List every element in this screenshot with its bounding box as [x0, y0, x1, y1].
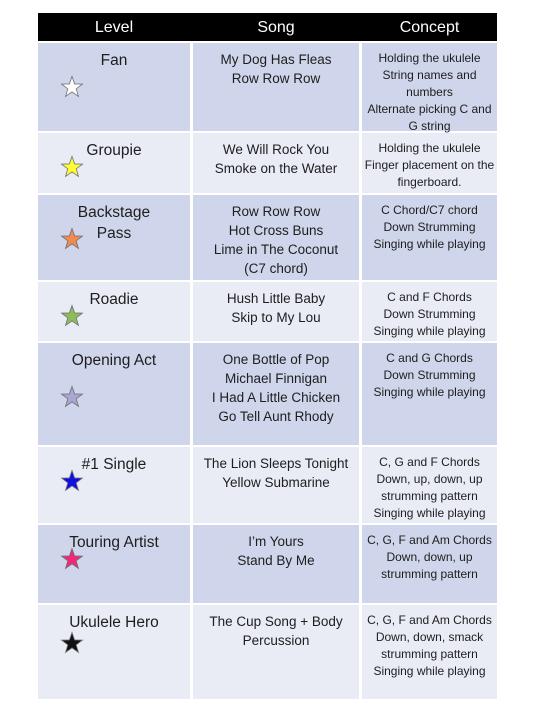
song-cell: Row Row Row Hot Cross Buns Lime in The Coconut (C7 chord): [213, 204, 339, 276]
table-header-row: [38, 13, 497, 43]
table-row: [38, 195, 497, 282]
level-cell: [38, 282, 190, 341]
table-row: [38, 133, 497, 195]
table-body: [38, 43, 497, 701]
table-row: [38, 525, 497, 605]
concept-cell: Holding the ukulele String names and numbers Alternate picking C and G string: [367, 51, 492, 133]
level-name: #1 Single: [81, 456, 147, 473]
lesson-levels-table: [38, 13, 497, 701]
level-cell: [38, 605, 190, 699]
concept-cell: C and F Chords Down Strumming Singing while playing: [373, 290, 486, 338]
concept-cell: C, G, F and Am Chords Down, down, smack strumming pattern Singing while playing: [367, 613, 492, 678]
concept-cell: C, G and F Chords Down, up, down, up strumming pattern Singing while playing: [373, 455, 486, 520]
song-cell: The Lion Sleeps Tonight Yellow Submarine: [203, 456, 349, 490]
level-cell: [38, 343, 190, 445]
level-name: Groupie: [86, 142, 142, 159]
star-icon: [60, 155, 84, 179]
header-song: Song: [257, 19, 295, 36]
concept-cell: C and G Chords Down Strumming Singing while playing: [373, 351, 486, 399]
star-icon: [60, 469, 84, 493]
level-name: Touring Artist: [69, 534, 159, 551]
song-cell: The Cup Song + Body Percussion: [209, 614, 343, 648]
level-cell: [38, 133, 190, 193]
level-name: Backstage Pass: [77, 204, 151, 242]
star-icon: [60, 304, 84, 328]
song-cell: My Dog Has Fleas Row Row Row: [220, 52, 332, 86]
table-row: [38, 447, 497, 525]
level-cell: [38, 43, 190, 131]
song-cell: One Bottle of Pop Michael Finnigan I Had A Little Chicken Go Tell Aunt Rhody: [211, 352, 341, 424]
table-row: [38, 343, 497, 447]
table-row: [38, 605, 497, 701]
header-concept: Concept: [399, 19, 460, 36]
level-name: Roadie: [89, 291, 139, 308]
level-name: Ukulele Hero: [69, 614, 159, 631]
star-icon: [60, 631, 84, 655]
star-icon: [60, 547, 84, 571]
level-cell: [38, 447, 190, 523]
level-name: Opening Act: [71, 352, 157, 369]
level-cell: [38, 195, 190, 280]
song-cell: I’m Yours Stand By Me: [237, 534, 315, 568]
song-cell: Hush Little Baby Skip to My Lou: [226, 291, 326, 325]
star-icon: [60, 227, 84, 251]
concept-cell: C Chord/C7 chord Down Strumming Singing while playing: [373, 203, 486, 251]
star-icon: [60, 75, 84, 99]
concept-cell: Holding the ukulele Finger placement on the fingerboard.: [364, 141, 495, 189]
header-level: Level: [94, 19, 134, 36]
song-cell: We Will Rock You Smoke on the Water: [214, 142, 338, 176]
level-cell: [38, 525, 190, 603]
star-icon: [60, 385, 84, 409]
table-row: [38, 282, 497, 343]
level-name: Fan: [100, 52, 128, 69]
concept-cell: C, G, F and Am Chords Down, down, up strumming pattern: [367, 533, 492, 581]
table-row: [38, 43, 497, 133]
